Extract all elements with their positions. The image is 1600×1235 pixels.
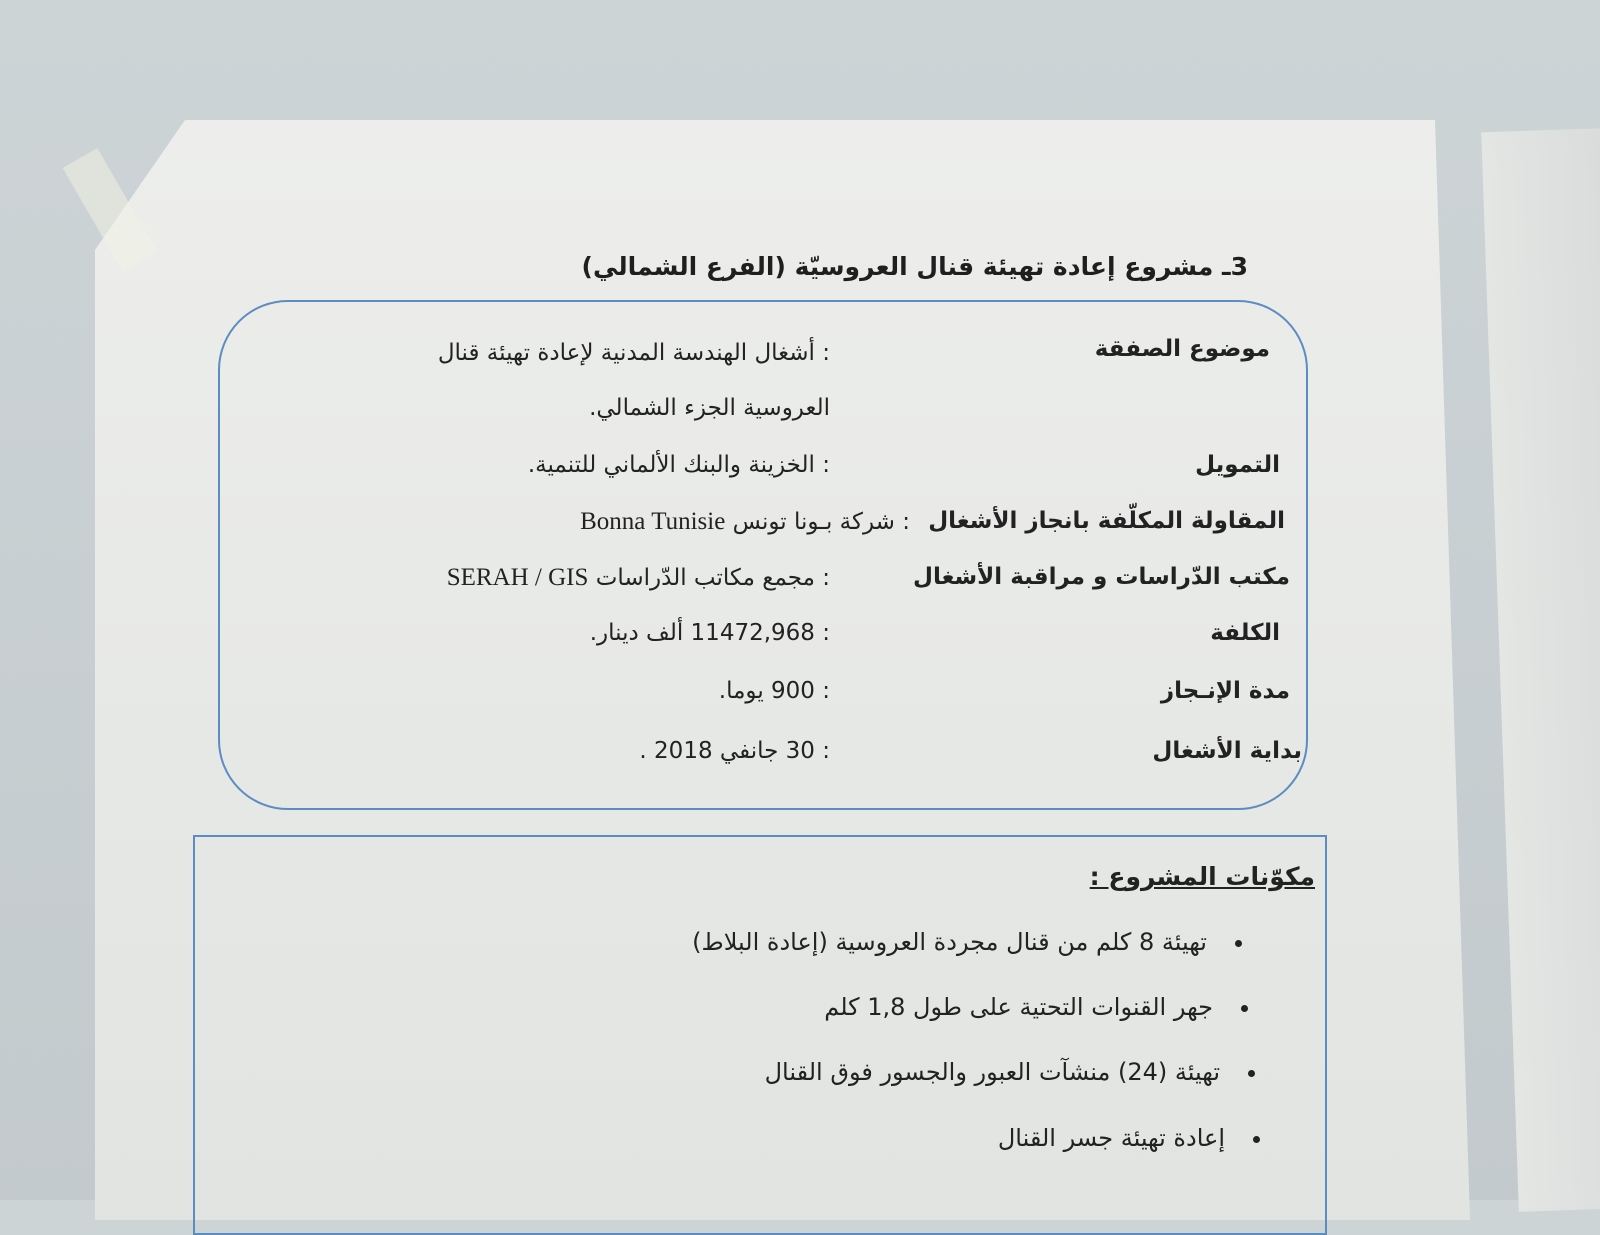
- bullet-dot: [1248, 1070, 1255, 1077]
- value-subject-cont: العروسية الجزء الشمالي.: [589, 395, 830, 421]
- components-box: [193, 835, 1327, 1235]
- value-study-office: [447, 564, 830, 592]
- section-heading: 3ـ مشروع إعادة تهيئة قنال العروسيّة (الفرع الشمالي): [581, 252, 1248, 281]
- bullet-dot: [1235, 940, 1242, 947]
- value-subject: : أشغال الهندسة المدنية لإعادة تهيئة قنال: [437, 340, 830, 366]
- bullet-dot: [1241, 1005, 1248, 1012]
- label-duration: مدة الإنـجاز: [1160, 678, 1290, 704]
- list-item: إعادة تهيئة جسر القنال: [998, 1124, 1260, 1152]
- value-start: : 30 جانفي 2018 .: [639, 738, 830, 764]
- list-item: تهيئة (24) منشآت العبور والجسور فوق القنال: [765, 1058, 1255, 1086]
- value-duration: : 900 يوما.: [718, 678, 830, 704]
- list-item: تهيئة 8 كلم من قنال مجردة العروسية (إعادة البلاط): [692, 928, 1242, 956]
- label-financing: التمويل: [1195, 452, 1280, 478]
- list-item: جهر القنوات التحتية على طول 1,8 كلم: [824, 993, 1248, 1021]
- label-start: بداية الأشغال: [1152, 738, 1302, 764]
- value-contractor: [580, 508, 910, 536]
- value-study-office-latin: SERAH / GIS: [446, 564, 589, 591]
- label-study-office: مكتب الدّراسات و مراقبة الأشغال: [912, 564, 1290, 590]
- bullet-dot: [1253, 1136, 1260, 1143]
- value-study-office-ar: : مجمع مكاتب الدّراسات: [595, 565, 830, 591]
- components-title: مكوّنات المشروع :: [1089, 862, 1315, 891]
- value-financing: : الخزينة والبنك الألماني للتنمية.: [527, 452, 830, 478]
- project-details-box: [218, 300, 1308, 810]
- value-contractor-ar: : شركة بـونا تونس: [732, 509, 910, 535]
- adjacent-page-edge: [1481, 128, 1600, 1212]
- label-contractor: المقاولة المكلّفة بانجاز الأشغال: [928, 508, 1285, 534]
- label-cost: الكلفة: [1210, 620, 1280, 646]
- value-contractor-latin: Bonna Tunisie: [580, 508, 726, 535]
- value-cost: : 11472,968 ألف دينار.: [589, 620, 830, 646]
- label-subject: موضوع الصفقة: [1094, 336, 1270, 362]
